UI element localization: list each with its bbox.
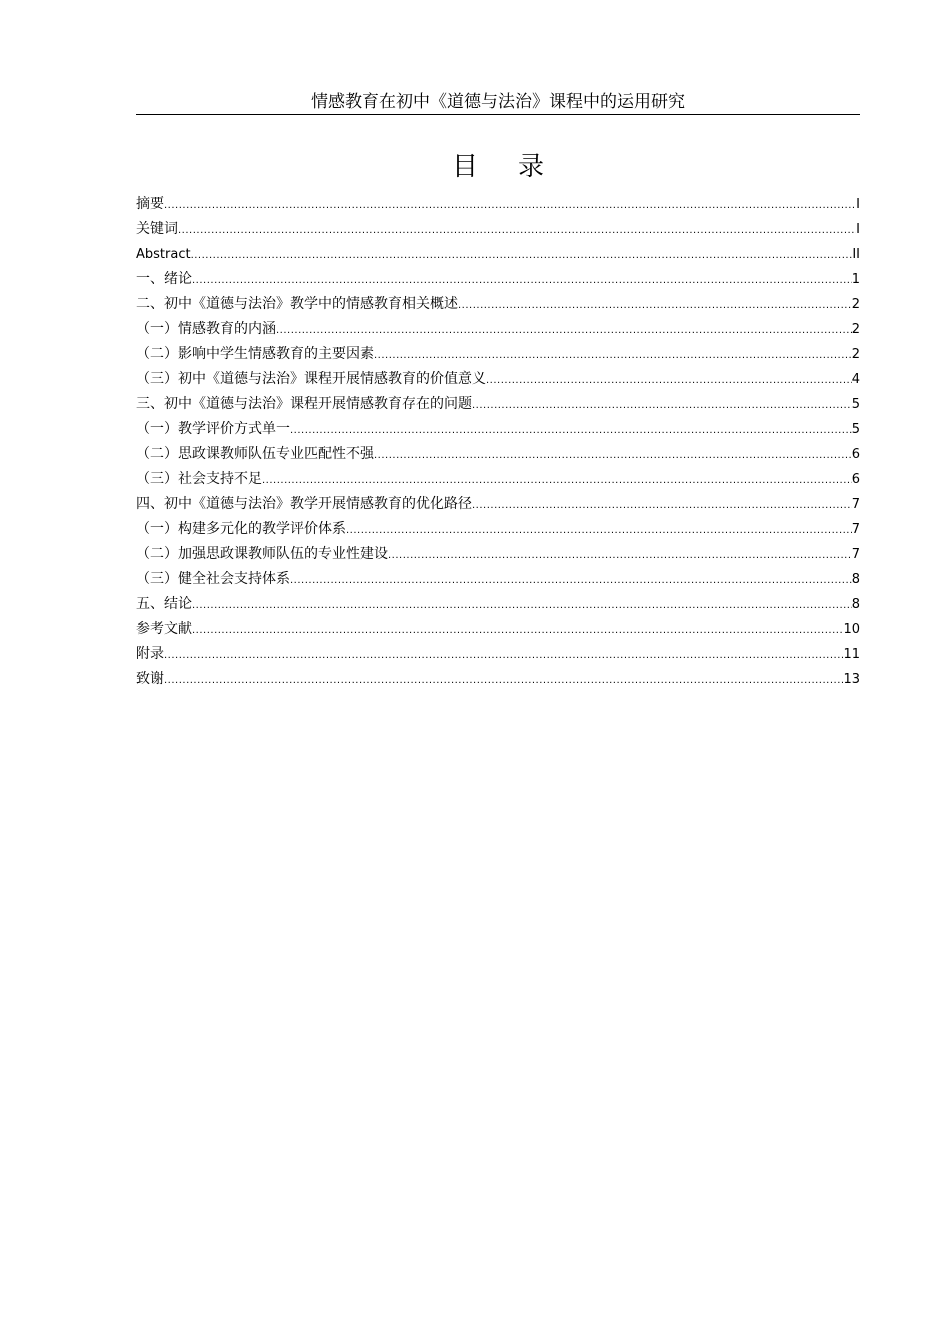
toc-entry[interactable] bbox=[136, 442, 860, 467]
toc-dot-leader bbox=[192, 593, 852, 618]
toc-entry-label: （三）健全社会支持体系 bbox=[136, 571, 290, 587]
toc-entry-page: 10 bbox=[843, 622, 860, 637]
toc-entry[interactable] bbox=[136, 192, 860, 217]
toc-dot-leader bbox=[164, 668, 843, 693]
toc-entry[interactable] bbox=[136, 492, 860, 517]
toc-entry-page: I bbox=[856, 197, 860, 212]
toc-entry-label: （三）社会支持不足 bbox=[136, 471, 262, 487]
toc-dot-leader bbox=[276, 318, 852, 343]
toc-dot-leader bbox=[458, 293, 852, 318]
toc-title: 目录 bbox=[451, 152, 584, 182]
toc-entry-label: （一）构建多元化的教学评价体系 bbox=[136, 521, 346, 537]
toc-entry-label: 一、绪论 bbox=[136, 271, 192, 287]
toc-entry[interactable] bbox=[136, 567, 860, 592]
toc-dot-leader bbox=[472, 393, 852, 418]
toc-entry-label: （二）加强思政课教师队伍的专业性建设 bbox=[136, 546, 388, 562]
toc-entry[interactable] bbox=[136, 217, 860, 242]
toc-dot-leader bbox=[192, 618, 843, 643]
toc-entry[interactable] bbox=[136, 617, 860, 642]
toc-entry-page: 6 bbox=[851, 472, 860, 487]
toc-entry-page: 1 bbox=[851, 272, 860, 287]
toc-entry-page: II bbox=[852, 247, 860, 262]
toc-entry-page: 5 bbox=[851, 422, 860, 437]
toc-entry-page: 7 bbox=[851, 497, 860, 512]
toc-entry-label: 摘要 bbox=[136, 196, 164, 212]
toc-entry-page: 8 bbox=[851, 597, 860, 612]
toc-entry-label: （二）思政课教师队伍专业匹配性不强 bbox=[136, 446, 374, 462]
toc-entry-label: （三）初中《道德与法治》课程开展情感教育的价值意义 bbox=[136, 371, 486, 387]
toc-dot-leader bbox=[486, 368, 852, 393]
toc-entry[interactable] bbox=[136, 367, 860, 392]
toc-entry-label: Abstract bbox=[136, 247, 191, 262]
toc-dot-leader bbox=[262, 468, 852, 493]
toc-entry-label: （二）影响中学生情感教育的主要因素 bbox=[136, 346, 374, 362]
toc-dot-leader bbox=[164, 643, 843, 668]
toc-entry[interactable] bbox=[136, 342, 860, 367]
toc-entry-page: 2 bbox=[851, 322, 860, 337]
toc-entry-label: 四、初中《道德与法治》教学开展情感教育的优化路径 bbox=[136, 496, 472, 512]
toc-entry-label: （一）教学评价方式单一 bbox=[136, 421, 290, 437]
toc-entry-page: 13 bbox=[843, 672, 860, 687]
toc-dot-leader bbox=[191, 243, 853, 268]
toc-entry-page: 7 bbox=[851, 547, 860, 562]
toc-entry-label: 附录 bbox=[136, 646, 164, 662]
toc-entry[interactable] bbox=[136, 542, 860, 567]
toc-entry[interactable] bbox=[136, 667, 860, 692]
toc-entry-page: I bbox=[856, 222, 860, 237]
toc-dot-leader bbox=[164, 193, 856, 218]
toc-entry-page: 5 bbox=[851, 397, 860, 412]
toc-dot-leader bbox=[374, 343, 852, 368]
toc-entry-page: 11 bbox=[843, 647, 860, 662]
toc-entry-label: （一）情感教育的内涵 bbox=[136, 321, 276, 337]
toc-entry-page: 8 bbox=[851, 572, 860, 587]
toc-dot-leader bbox=[388, 543, 852, 568]
toc-entry[interactable] bbox=[136, 267, 860, 292]
toc-entry[interactable] bbox=[136, 417, 860, 442]
toc-entry-label: 五、结论 bbox=[136, 596, 192, 612]
toc-dot-leader bbox=[374, 443, 852, 468]
running-header: 情感教育在初中《道德与法治》课程中的运用研究 bbox=[136, 90, 860, 115]
toc-entry[interactable] bbox=[136, 392, 860, 417]
toc-entry-page: 2 bbox=[851, 297, 860, 312]
toc-entry-label: 致谢 bbox=[136, 671, 164, 687]
toc-entry[interactable] bbox=[136, 517, 860, 542]
toc-entry[interactable] bbox=[136, 242, 860, 267]
toc-entry-page: 2 bbox=[851, 347, 860, 362]
toc-dot-leader bbox=[290, 568, 852, 593]
toc-entry[interactable] bbox=[136, 642, 860, 667]
toc-entry-page: 6 bbox=[851, 447, 860, 462]
table-of-contents bbox=[136, 192, 860, 692]
toc-entry-label: 二、初中《道德与法治》教学中的情感教育相关概述 bbox=[136, 296, 458, 312]
toc-dot-leader bbox=[472, 493, 852, 518]
toc-entry-label: 关键词 bbox=[136, 221, 178, 237]
toc-entry[interactable] bbox=[136, 292, 860, 317]
toc-dot-leader bbox=[290, 418, 852, 443]
toc-entry-page: 7 bbox=[851, 522, 860, 537]
toc-dot-leader bbox=[192, 268, 852, 293]
toc-entry[interactable] bbox=[136, 592, 860, 617]
toc-dot-leader bbox=[178, 218, 856, 243]
toc-entry[interactable] bbox=[136, 467, 860, 492]
toc-dot-leader bbox=[346, 518, 852, 543]
toc-entry-page: 4 bbox=[851, 372, 860, 387]
toc-entry-label: 三、初中《道德与法治》课程开展情感教育存在的问题 bbox=[136, 396, 472, 412]
toc-entry[interactable] bbox=[136, 317, 860, 342]
toc-entry-label: 参考文献 bbox=[136, 621, 192, 637]
